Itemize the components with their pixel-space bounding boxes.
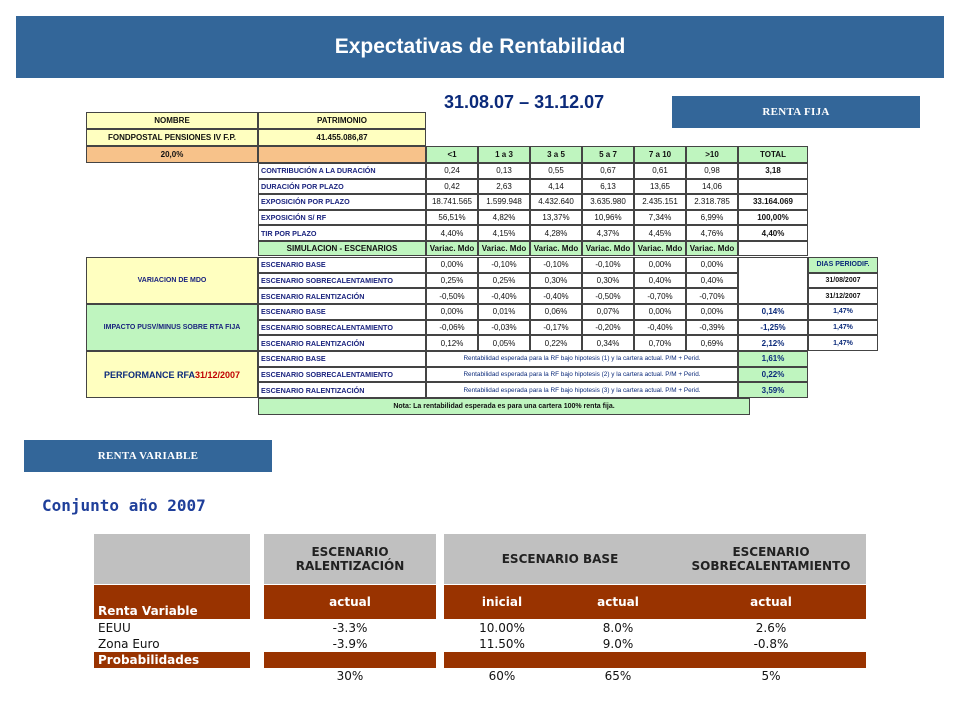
value-cell: 0,06% xyxy=(530,304,582,320)
value-cell: -0,03% xyxy=(478,320,530,336)
scenario-label: ESCENARIO SOBRECALENTAMIENTO xyxy=(258,273,426,289)
value-cell: 14,06 xyxy=(686,179,738,195)
red-fill xyxy=(264,652,436,668)
value-cell: 4,82% xyxy=(478,210,530,226)
value-cell: -0,10% xyxy=(530,257,582,273)
col-header: >10 xyxy=(686,146,738,163)
value-cell: 4.432.640 xyxy=(530,194,582,210)
scenario-label: ESCENARIO BASE xyxy=(258,257,426,273)
value-cell: 3.635.980 xyxy=(582,194,634,210)
value-cell: -0,50% xyxy=(582,288,634,304)
value-cell: 0,01% xyxy=(478,304,530,320)
prob-actual: 65% xyxy=(604,669,632,683)
value-inicial: 11.50% xyxy=(479,637,525,651)
dias-date: 31/12/2007 xyxy=(808,288,878,304)
scenario-label: ESCENARIO RALENTIZACIÓN xyxy=(258,288,426,304)
note: Nota: La rentabilidad esperada es para una cartera 100% renta fija. xyxy=(258,398,750,415)
value-cell: 0,00% xyxy=(426,257,478,273)
col-actual-sobre: actual xyxy=(676,585,866,619)
renta-variable-label: Renta Variable xyxy=(98,603,198,618)
variac-header: Variac. Mdo xyxy=(478,241,530,256)
value-cell: 56,51% xyxy=(426,210,478,226)
header-blank xyxy=(94,534,250,584)
scenario-label: ESCENARIO RALENTIZACIÓN xyxy=(258,335,426,351)
probabilidades-label: Probabilidades xyxy=(94,652,250,668)
value-cell: 0,22% xyxy=(530,335,582,351)
variac-header: Variac. Mdo xyxy=(530,241,582,256)
extra-cell: 1,47% xyxy=(808,304,878,320)
value-cell: 0,40% xyxy=(686,273,738,289)
total-cell: 1,61% xyxy=(738,351,808,367)
col-header-total: TOTAL xyxy=(738,146,808,163)
value-sobre: -0.8% xyxy=(753,637,789,651)
col-header: 7 a 10 xyxy=(634,146,686,163)
performance-text: Rentabilidad esperada para la RF bajo hipotesis (1) y la cartera actual. P/M + Perid. xyxy=(426,351,738,367)
value-ral: -3.9% xyxy=(332,637,368,651)
value-cell: 0,00% xyxy=(426,304,478,320)
value-inicial: 10.00% xyxy=(479,621,525,635)
prob-ral: 30% xyxy=(336,669,364,683)
variac-header: Variac. Mdo xyxy=(686,241,738,256)
row-label: EXPOSICIÓN POR PLAZO xyxy=(258,194,426,210)
value-cell: 0,00% xyxy=(634,304,686,320)
blank-cell xyxy=(258,146,426,163)
value-cell: 13,65 xyxy=(634,179,686,195)
value-cell: 0,30% xyxy=(530,273,582,289)
variac-header: Variac. Mdo xyxy=(426,241,478,256)
sim-label: SIMULACION - ESCENARIOS xyxy=(258,241,426,256)
col-actual-ral: actual xyxy=(264,585,436,619)
row-label: Zona Euro xyxy=(98,637,160,651)
value-cell: 6,13 xyxy=(582,179,634,195)
value-cell: -0,40% xyxy=(634,320,686,336)
value-cell: 1.599.948 xyxy=(478,194,530,210)
value-cell: 0,25% xyxy=(426,273,478,289)
dias-date: 31/08/2007 xyxy=(808,273,878,289)
prob-sobre: 5% xyxy=(761,669,781,683)
value-cell: 4,37% xyxy=(582,225,634,241)
col-header: <1 xyxy=(426,146,478,163)
total-cell: -1,25% xyxy=(738,320,808,336)
performance-date: 31/12/2007 xyxy=(194,369,241,380)
value-cell: -0,17% xyxy=(530,320,582,336)
value-cell: 4,14 xyxy=(530,179,582,195)
value-cell: 0,34% xyxy=(582,335,634,351)
value-cell: 0,24 xyxy=(426,163,478,179)
col-actual-base: actual xyxy=(560,585,676,619)
value-actual: 9.0% xyxy=(602,637,634,651)
value-cell: -0,06% xyxy=(426,320,478,336)
value-cell: -0,70% xyxy=(634,288,686,304)
col-header: 3 a 5 xyxy=(530,146,582,163)
row-label: EEUU xyxy=(98,621,131,635)
value-cell: 4,76% xyxy=(686,225,738,241)
scenario-label: ESCENARIO SOBRECALENTAMIENTO xyxy=(258,367,426,383)
prob-inicial: 60% xyxy=(488,669,516,683)
col-header: 1 a 3 xyxy=(478,146,530,163)
value-cell: 18.741.565 xyxy=(426,194,478,210)
value-cell: 2.318.785 xyxy=(686,194,738,210)
value-cell: 4,40% xyxy=(426,225,478,241)
red-fill xyxy=(560,652,676,668)
value-cell: 0,30% xyxy=(582,273,634,289)
page-title: Expectativas de Rentabilidad xyxy=(16,16,944,78)
performance-text: Rentabilidad esperada para la RF bajo hipotesis (2) y la cartera actual. P/M + Perid. xyxy=(426,367,738,383)
value-cell: -0,20% xyxy=(582,320,634,336)
performance-text: Rentabilidad esperada para la RF bajo hipotesis (3) y la cartera actual. P/M + Perid. xyxy=(426,382,738,398)
performance-label xyxy=(86,351,258,398)
value-cell: 4,15% xyxy=(478,225,530,241)
fund-value: 41.455.086,87 xyxy=(258,129,426,146)
scenario-label: ESCENARIO BASE xyxy=(258,304,426,320)
value-cell: 0,61 xyxy=(634,163,686,179)
value-cell: -0,10% xyxy=(582,257,634,273)
total-cell: 0,14% xyxy=(738,304,808,320)
value-cell: 4,28% xyxy=(530,225,582,241)
fund-pct: 20,0% xyxy=(86,146,258,163)
red-fill xyxy=(444,652,560,668)
variac-header: Variac. Mdo xyxy=(582,241,634,256)
variacion-label: VARIACION DE MDO xyxy=(86,257,258,304)
row-label: DURACIÓN POR PLAZO xyxy=(258,179,426,195)
total-cell: 33.164.069 xyxy=(738,194,808,210)
total-cell: 3,18 xyxy=(738,163,808,179)
value-cell: 0,00% xyxy=(686,257,738,273)
performance-label: PERFORMANCE RFA xyxy=(103,369,195,380)
blank-cell xyxy=(738,241,808,256)
renta-fija-button[interactable]: RENTA FIJA xyxy=(672,96,920,128)
value-sobre: 2.6% xyxy=(755,621,787,635)
header-base: ESCENARIO BASE xyxy=(444,534,676,584)
total-cell xyxy=(738,179,808,195)
value-cell: 0,40% xyxy=(634,273,686,289)
value-cell: 10,96% xyxy=(582,210,634,226)
variac-header: Variac. Mdo xyxy=(634,241,686,256)
value-cell: -0,50% xyxy=(426,288,478,304)
row-label: CONTRIBUCIÓN A LA DURACIÓN xyxy=(258,163,426,179)
fixed-income-table xyxy=(86,112,878,418)
value-cell: 0,69% xyxy=(686,335,738,351)
value-cell: -0,10% xyxy=(478,257,530,273)
header-nombre: NOMBRE xyxy=(86,112,258,129)
scenario-label: ESCENARIO RALENTIZACIÓN xyxy=(258,382,426,398)
red-fill xyxy=(676,652,866,668)
value-cell: 4,45% xyxy=(634,225,686,241)
col-header: 5 a 7 xyxy=(582,146,634,163)
value-cell: 0,00% xyxy=(634,257,686,273)
value-cell: 0,05% xyxy=(478,335,530,351)
value-cell: 7,34% xyxy=(634,210,686,226)
value-cell: 0,67 xyxy=(582,163,634,179)
value-cell: 2.435.151 xyxy=(634,194,686,210)
value-cell: -0,39% xyxy=(686,320,738,336)
blank-cell xyxy=(738,257,808,304)
scenario-label: ESCENARIO SOBRECALENTAMIENTO xyxy=(258,320,426,336)
header-sobrecalentamiento: ESCENARIO SOBRECALENTAMIENTO xyxy=(676,534,866,584)
extra-cell: 1,47% xyxy=(808,335,878,351)
fund-name: FONDPOSTAL PENSIONES IV F.P. xyxy=(86,129,258,146)
value-cell: 0,55 xyxy=(530,163,582,179)
row-label: EXPOSICIÓN S/ RF xyxy=(258,210,426,226)
value-cell: 2,63 xyxy=(478,179,530,195)
header-ralentizacion: ESCENARIO RALENTIZACIÓN xyxy=(264,534,436,584)
renta-variable-button[interactable]: RENTA VARIABLE xyxy=(24,440,272,472)
conjunto-label: Conjunto año 2007 xyxy=(42,496,206,515)
value-cell: 0,12% xyxy=(426,335,478,351)
dias-label: DIAS PERIODIF. xyxy=(808,257,878,273)
total-cell: 100,00% xyxy=(738,210,808,226)
total-cell: 0,22% xyxy=(738,367,808,383)
value-cell: 0,70% xyxy=(634,335,686,351)
value-cell: 0,13 xyxy=(478,163,530,179)
value-cell: 0,98 xyxy=(686,163,738,179)
value-cell: 13,37% xyxy=(530,210,582,226)
impacto-label: IMPACTO PUSV/MINUS SOBRE RTA FIJA xyxy=(86,304,258,351)
total-cell: 2,12% xyxy=(738,335,808,351)
value-cell: -0,40% xyxy=(478,288,530,304)
col-inicial: inicial xyxy=(444,585,560,619)
extra-cell: 1,47% xyxy=(808,320,878,336)
value-cell: 0,07% xyxy=(582,304,634,320)
value-cell: 0,00% xyxy=(686,304,738,320)
variable-income-table xyxy=(94,534,866,684)
header-patrimonio: PATRIMONIO xyxy=(258,112,426,129)
total-cell: 3,59% xyxy=(738,382,808,398)
value-cell: -0,40% xyxy=(530,288,582,304)
value-ral: -3.3% xyxy=(332,621,368,635)
value-cell: 0,25% xyxy=(478,273,530,289)
value-cell: 0,42 xyxy=(426,179,478,195)
value-cell: -0,70% xyxy=(686,288,738,304)
value-actual: 8.0% xyxy=(602,621,634,635)
row-label: TIR POR PLAZO xyxy=(258,225,426,241)
total-cell: 4,40% xyxy=(738,225,808,241)
scenario-label: ESCENARIO BASE xyxy=(258,351,426,367)
value-cell: 6,99% xyxy=(686,210,738,226)
period-label: 31.08.07 – 31.12.07 xyxy=(444,92,605,112)
